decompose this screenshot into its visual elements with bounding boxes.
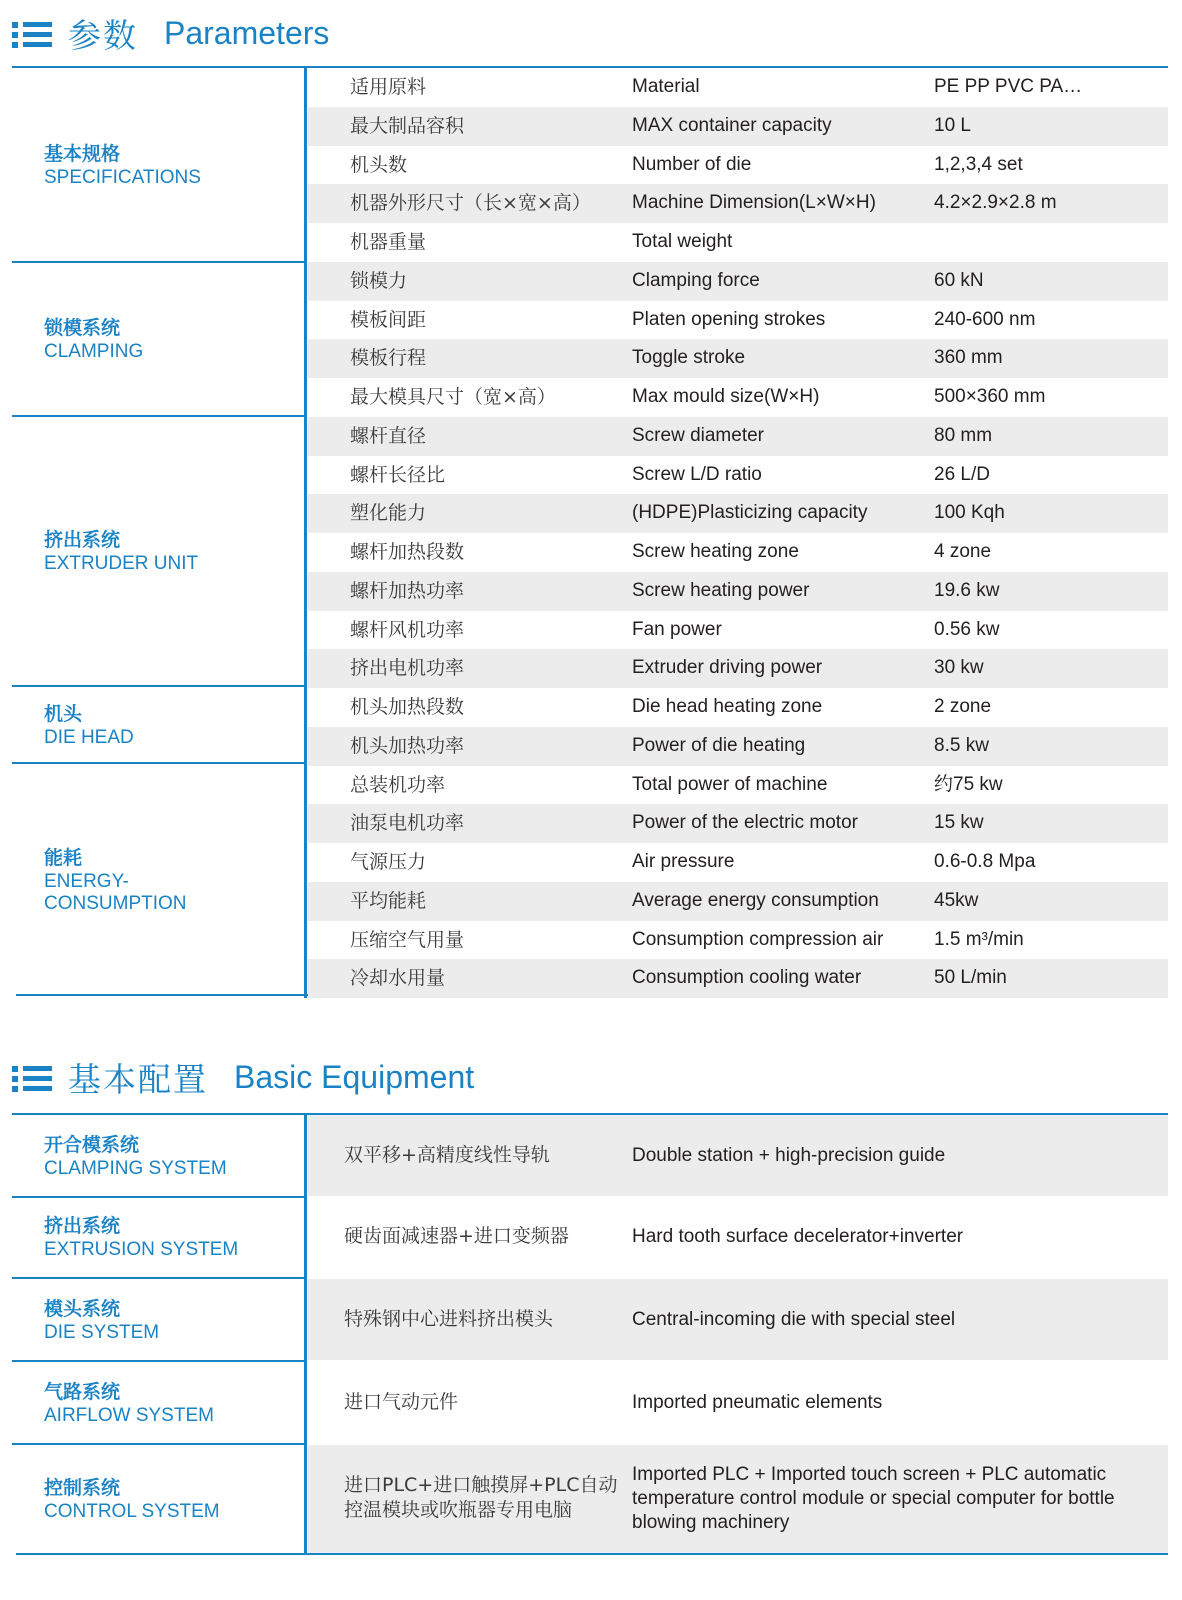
row-value: 26 L/D xyxy=(934,463,990,485)
row-label-cn: 螺杆直径 xyxy=(350,424,427,447)
row-value: 10 L xyxy=(934,114,971,136)
table-row xyxy=(308,882,1168,921)
row-label-en: Air pressure xyxy=(632,851,735,872)
row-label-cn: 气源压力 xyxy=(350,851,427,873)
row-label-cn: 冷却水用量 xyxy=(350,967,446,990)
table-row xyxy=(308,456,1168,495)
equipment-group xyxy=(12,1196,302,1277)
table-row xyxy=(308,184,1168,223)
row-label-cn: 进口气动元件 xyxy=(344,1391,459,1413)
row-label-en: Double station + high-precision guide xyxy=(632,1144,946,1166)
table-row xyxy=(308,223,1168,262)
row-value: 500×360 mm xyxy=(934,386,1046,407)
list-icon xyxy=(12,16,52,52)
row-label-cn: 特殊钢中心进料挤出模头 xyxy=(344,1308,554,1330)
equipment-group xyxy=(12,1362,302,1443)
parameters-title-en: Parameters xyxy=(164,15,330,51)
group-label-cn: 挤出系统 xyxy=(44,529,121,551)
row-value: 360 mm xyxy=(934,347,1003,369)
row-label-en: Toggle stroke xyxy=(632,347,746,369)
table-row xyxy=(308,611,1168,650)
row-label-cn: 总装机功率 xyxy=(350,773,446,796)
row-value: 240-600 nm xyxy=(934,308,1036,330)
row-label-cn: 最大制品容积 xyxy=(350,114,465,137)
row-value: PE PP PVC PA… xyxy=(934,76,1083,97)
row-value: 100 Kqh xyxy=(934,502,1005,524)
group-extruder-unit xyxy=(12,417,302,685)
row-label-en: Extruder driving power xyxy=(632,657,823,679)
row-label-en: Hard tooth surface decelerator+inverter xyxy=(632,1225,964,1247)
parameters-table xyxy=(12,66,1168,998)
row-label-en: Average energy consumption xyxy=(632,889,879,911)
table-row xyxy=(308,1279,1168,1360)
table-row xyxy=(308,339,1168,378)
row-label-cn: 最大模具尺寸（宽×高） xyxy=(350,386,556,408)
table-row xyxy=(308,804,1168,843)
row-label-en: Machine Dimension(L×W×H) xyxy=(632,192,876,214)
parameters-header xyxy=(12,10,329,57)
row-label-en: Max mould size(W×H) xyxy=(632,386,820,407)
table-row xyxy=(308,921,1168,960)
equipment-group xyxy=(12,1279,302,1360)
row-label-en: MAX container capacity xyxy=(632,114,832,136)
row-label-en: Screw heating power xyxy=(632,579,810,601)
row-label-en: Screw heating zone xyxy=(632,541,799,562)
row-label-en: Imported PLC + Imported touch screen + PLC automatic temperature control module or special computer for bottle blowing machinery xyxy=(632,1464,1115,1533)
group-label-cn: 控制系统 xyxy=(44,1477,121,1499)
row-label-en: (HDPE)Plasticizing capacity xyxy=(632,502,868,524)
group-label-en: AIRFLOW SYSTEM xyxy=(44,1404,214,1426)
row-value: 2 zone xyxy=(934,696,992,717)
row-label-cn: 锁模力 xyxy=(350,269,408,292)
row-value: 50 L/min xyxy=(934,967,1007,989)
table-row xyxy=(308,1362,1168,1443)
table-row xyxy=(308,649,1168,688)
table-row xyxy=(308,766,1168,805)
row-value: 1.5 m³/min xyxy=(934,928,1024,950)
row-value: 4.2×2.9×2.8 m xyxy=(934,192,1057,214)
table-row xyxy=(308,1445,1168,1553)
row-label-en: Power of the electric motor xyxy=(632,812,858,834)
row-label-en: Total weight xyxy=(632,231,733,252)
table-row xyxy=(308,843,1168,882)
row-label-en: Die head heating zone xyxy=(632,696,823,717)
row-label-cn: 机器外形尺寸（长×宽×高） xyxy=(350,192,591,215)
equipment-header xyxy=(12,1054,474,1101)
table-row xyxy=(308,262,1168,301)
row-label-cn: 模板间距 xyxy=(350,308,427,331)
row-label-cn: 压缩空气用量 xyxy=(350,928,465,951)
group-label-en: CONTROL SYSTEM xyxy=(44,1501,220,1522)
row-value: 15 kw xyxy=(934,812,984,834)
row-label-cn: 平均能耗 xyxy=(350,889,427,912)
row-label-en: Platen opening strokes xyxy=(632,308,826,330)
row-label-cn: 螺杆风机功率 xyxy=(350,618,465,641)
group-label-en: CLAMPING SYSTEM xyxy=(44,1157,227,1179)
row-label-cn: 油泵电机功率 xyxy=(350,812,465,835)
row-value: 0.56 kw xyxy=(934,618,1000,640)
table-row xyxy=(308,146,1168,185)
group-label-en: EXTRUSION SYSTEM xyxy=(44,1238,239,1260)
table-row xyxy=(308,417,1168,456)
table-row xyxy=(308,688,1168,727)
row-value: 0.6-0.8 Mpa xyxy=(934,851,1036,872)
row-label-en: Fan power xyxy=(632,618,722,640)
row-label-cn: 适用原料 xyxy=(350,76,427,98)
table-row xyxy=(308,107,1168,146)
group-clamping xyxy=(12,263,302,415)
row-label-cn: 机头加热段数 xyxy=(350,696,465,718)
row-label-cn: 进口PLC+进口触摸屏+PLC自动控温模块或吹瓶器专用电脑 xyxy=(344,1474,618,1521)
row-label-cn: 塑化能力 xyxy=(350,502,427,525)
row-label-cn: 机器重量 xyxy=(350,231,427,253)
row-label-cn: 螺杆长径比 xyxy=(350,463,446,486)
row-label-en: Number of die xyxy=(632,153,752,175)
table-row xyxy=(308,572,1168,611)
row-label-en: Material xyxy=(632,76,700,97)
group-label-cn: 能耗 xyxy=(44,847,83,869)
row-label-cn: 挤出电机功率 xyxy=(350,657,465,680)
row-value: 60 kN xyxy=(934,269,984,291)
row-value: 19.6 kw xyxy=(934,579,1000,601)
table-row xyxy=(308,959,1168,998)
group-die-head xyxy=(12,687,302,762)
column-divider xyxy=(304,1115,307,1555)
column-divider xyxy=(304,68,307,998)
group-label-en: SPECIFICATIONS xyxy=(44,166,201,188)
row-label-en: Screw L/D ratio xyxy=(632,463,762,485)
table-row xyxy=(308,301,1168,340)
parameters-title-cn: 参数 xyxy=(68,16,138,55)
equipment-title-en: Basic Equipment xyxy=(234,1059,475,1095)
group-label-cn: 锁模系统 xyxy=(44,317,121,339)
equipment-group xyxy=(12,1445,302,1553)
row-value: 1,2,3,4 set xyxy=(934,153,1023,175)
table-row xyxy=(308,378,1168,417)
group-label-cn: 模头系统 xyxy=(44,1297,121,1320)
table-row xyxy=(308,68,1168,107)
row-label-en: Power of die heating xyxy=(632,734,806,756)
row-label-en: Consumption compression air xyxy=(632,928,884,950)
row-label-cn: 双平移+高精度线性导轨 xyxy=(344,1144,550,1166)
equipment-group xyxy=(12,1115,302,1196)
row-value: 45kw xyxy=(934,889,979,911)
table-row xyxy=(308,727,1168,766)
table-row xyxy=(308,533,1168,572)
row-label-en: Imported pneumatic elements xyxy=(632,1391,883,1413)
group-label-en: EXTRUDER UNIT xyxy=(44,553,199,574)
table-row xyxy=(308,1115,1168,1196)
group-label-cn: 挤出系统 xyxy=(44,1214,121,1237)
row-value: 30 kw xyxy=(934,657,984,679)
row-label-en: Screw diameter xyxy=(632,424,764,446)
row-label-en: Consumption cooling water xyxy=(632,967,862,989)
row-label-cn: 机头数 xyxy=(350,153,408,176)
list-icon xyxy=(12,1060,52,1096)
group-label-en: CLAMPING xyxy=(44,341,144,362)
group-label-cn: 机头 xyxy=(44,702,83,725)
group-label-en: ENERGY-CONSUMPTION xyxy=(44,871,187,914)
equipment-title-cn: 基本配置 xyxy=(68,1060,208,1099)
group-label-en: DIE HEAD xyxy=(44,726,134,748)
row-label-cn: 螺杆加热段数 xyxy=(350,541,465,563)
row-label-cn: 硬齿面减速器+进口变频器 xyxy=(344,1225,569,1247)
table-bottom-rule xyxy=(16,1553,1168,1555)
row-value: 约75 kw xyxy=(934,773,1003,795)
table-row xyxy=(308,1196,1168,1277)
row-label-cn: 机头加热功率 xyxy=(350,734,465,757)
row-label-en: Clamping force xyxy=(632,269,760,291)
row-value: 4 zone xyxy=(934,541,992,562)
row-label-en: Total power of machine xyxy=(632,773,828,795)
group-energy-consumption xyxy=(12,764,302,996)
table-row xyxy=(308,494,1168,533)
group-label-en: DIE SYSTEM xyxy=(44,1321,160,1343)
equipment-table xyxy=(12,1113,1168,1559)
group-label-cn: 开合模系统 xyxy=(44,1133,140,1156)
row-label-cn: 螺杆加热功率 xyxy=(350,579,465,602)
row-value: 80 mm xyxy=(934,424,993,446)
row-label-en: Central-incoming die with special steel xyxy=(632,1308,956,1330)
group-label-cn: 基本规格 xyxy=(44,142,121,165)
group-label-cn: 气路系统 xyxy=(44,1380,121,1403)
row-value: 8.5 kw xyxy=(934,734,989,756)
group-specifications xyxy=(12,68,302,261)
row-label-cn: 模板行程 xyxy=(350,347,427,370)
